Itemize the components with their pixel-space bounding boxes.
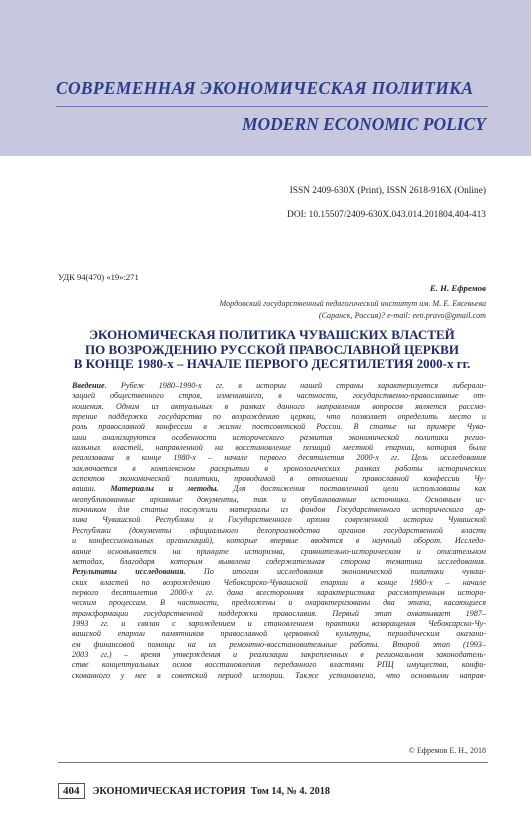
section-label-results: Результаты исследования. bbox=[72, 567, 186, 577]
abstract-line: точником для статьи послужили материалы из фондов Государственного исторического ар- bbox=[72, 505, 486, 515]
abstract-line: вашской епархии памятников православной церковной культуры, периодическим оказани- bbox=[72, 629, 486, 639]
title-line: ПО ВОЗРОЖДЕНИЮ РУССКОЙ ПРАВОСЛАВНОЙ ЦЕРКВИ bbox=[85, 341, 459, 357]
abstract-line: заключается в комплексном раскрытии в хронологических рамках работы исторических bbox=[72, 463, 486, 473]
abstract-line: нальных властей, направленной на восстановление позиций местной епархии, которая была bbox=[72, 443, 486, 453]
abstract-line: зацией общественного строя, изменившего, в частности, государственно-православные от- bbox=[72, 391, 486, 401]
footer-journal: ЭКОНОМИЧЕСКАЯ ИСТОРИЯ bbox=[92, 785, 246, 797]
section-label-introduction: Введение bbox=[72, 381, 105, 390]
abstract-line: вашии. Материалы и методы. Для достижения поставленной цели использованы как bbox=[72, 484, 486, 494]
abstract-line: первого десятилетия 2000-х гг. дана всесторонняя характеристика рассмотренным истори- bbox=[72, 587, 486, 597]
footer-volume: Том 14, № 4. 2018 bbox=[250, 785, 330, 797]
abstract-line: Результаты исследования. По итогам исследования экономической политики чуваш- bbox=[72, 567, 486, 577]
author-name: Е. Н. Ефремов bbox=[429, 283, 486, 293]
journal-header-band bbox=[0, 0, 531, 156]
page-footer bbox=[58, 781, 330, 801]
abstract-line: Республики (документы официального делопроизводства органов государственной власти bbox=[72, 525, 486, 535]
abstract-line: ношения. Одним из актуальных в рамках данного направления вопросов является рассмо- bbox=[72, 401, 486, 411]
header-divider bbox=[56, 106, 488, 107]
abstract-line: ем финансовой помощи на их ремонтно-восстановительные работы. Второй этап (1993– bbox=[72, 639, 486, 649]
abstract-line: шии анализируются особенности исторического развития экономической политики регио- bbox=[72, 432, 486, 442]
abstract-line: Введение. Рубеж 1980–1990-х гг. в истории нашей страны характеризуется либерали- bbox=[72, 381, 486, 390]
udk-code: УДК 94(470) «19»:271 bbox=[58, 272, 139, 282]
footer-divider bbox=[58, 762, 488, 763]
abstract-line: методах, благодаря которым выявлена содержательная сторона тематики исследования. bbox=[72, 556, 486, 566]
abstract-line: и конфессиональных организаций), которые впервые вводятся в научный оборот. Исследо- bbox=[72, 536, 486, 546]
journal-title-ru: СОВРЕМЕННАЯ ЭКОНОМИЧЕСКАЯ ПОЛИТИКА bbox=[56, 78, 474, 98]
page-number: 404 bbox=[58, 783, 85, 799]
author-affiliation: Мордовский государственный педагогический институт им. М. Е. Евсевьева bbox=[219, 299, 486, 308]
abstract-line: трение поддержки государства по возрождению церкви, что позволяет определить место и bbox=[72, 412, 486, 422]
issn: ISSN 2409-630X (Print), ISSN 2618-916X (Online) bbox=[289, 186, 486, 196]
article-title bbox=[58, 328, 486, 372]
abstract-line: аспектов экономической политики, проводимой в отношении православной конфессии Чу- bbox=[72, 474, 486, 484]
abstract-line: стве концептуальных основ восстановления переданного властями РПЦ имущества, конфи- bbox=[72, 660, 486, 670]
abstract-line: неопубликованные архивные документы, так и опубликованные источники. Основным ис- bbox=[72, 494, 486, 504]
section-label-methods: Материалы и методы. bbox=[110, 484, 219, 494]
copyright-notice: © Ефремов Е. Н., 2018 bbox=[408, 746, 486, 755]
abstract bbox=[72, 381, 486, 681]
abstract-line: реализована в конце 1980-х – начале первого десятилетия 2000-х гг. Цель исследования bbox=[72, 453, 486, 463]
author-contact[interactable]: (Саранск, Россия)? e-mail: een.pravo@gmail.com bbox=[318, 311, 486, 320]
title-line: ЭКОНОМИЧЕСКАЯ ПОЛИТИКА ЧУВАШСКИХ ВЛАСТЕЙ bbox=[89, 327, 455, 342]
abstract-line: ческим процессам. В частности, предложены и охарактеризованы два этапа, касающиеся bbox=[72, 598, 486, 608]
abstract-line: 1993 гг. и связан с зарождением и становлением практики возвращения Чебоксарско-Чу- bbox=[72, 618, 486, 628]
abstract-line: роль православной конфессии в жизни постсоветской России. В статье на примере Чува- bbox=[72, 422, 486, 432]
abstract-line: скованного у нее в советский период истории. Также установлено, что основными направ- bbox=[72, 670, 486, 680]
title-line: В КОНЦЕ 1980-х – НАЧАЛЕ ПЕРВОГО ДЕСЯТИЛЕТИЯ 2000-х гг. bbox=[73, 356, 471, 371]
journal-title-en: MODERN ECONOMIC POLICY bbox=[241, 114, 486, 134]
abstract-line: ских властей по возрождению Чебоксарско-Чувашской епархии в конце 1980-х – начале bbox=[72, 577, 486, 587]
abstract-line: вание основывается на принципе историзма, сравнительно-историческом и описательном bbox=[72, 546, 486, 556]
abstract-line: 2003 гг.) – время утверждения и реализации закрепленных в региональном законодатель- bbox=[72, 649, 486, 659]
doi[interactable]: DOI: 10.15507/2409-630X.043.014.201804.404-413 bbox=[287, 210, 486, 220]
abstract-line: трансформации государственной поддержки православия. Первый этап охватывает 1987– bbox=[72, 608, 486, 618]
abstract-line: хива Чувашской Республики и Государственного архива современной истории Чувашской bbox=[72, 515, 486, 525]
